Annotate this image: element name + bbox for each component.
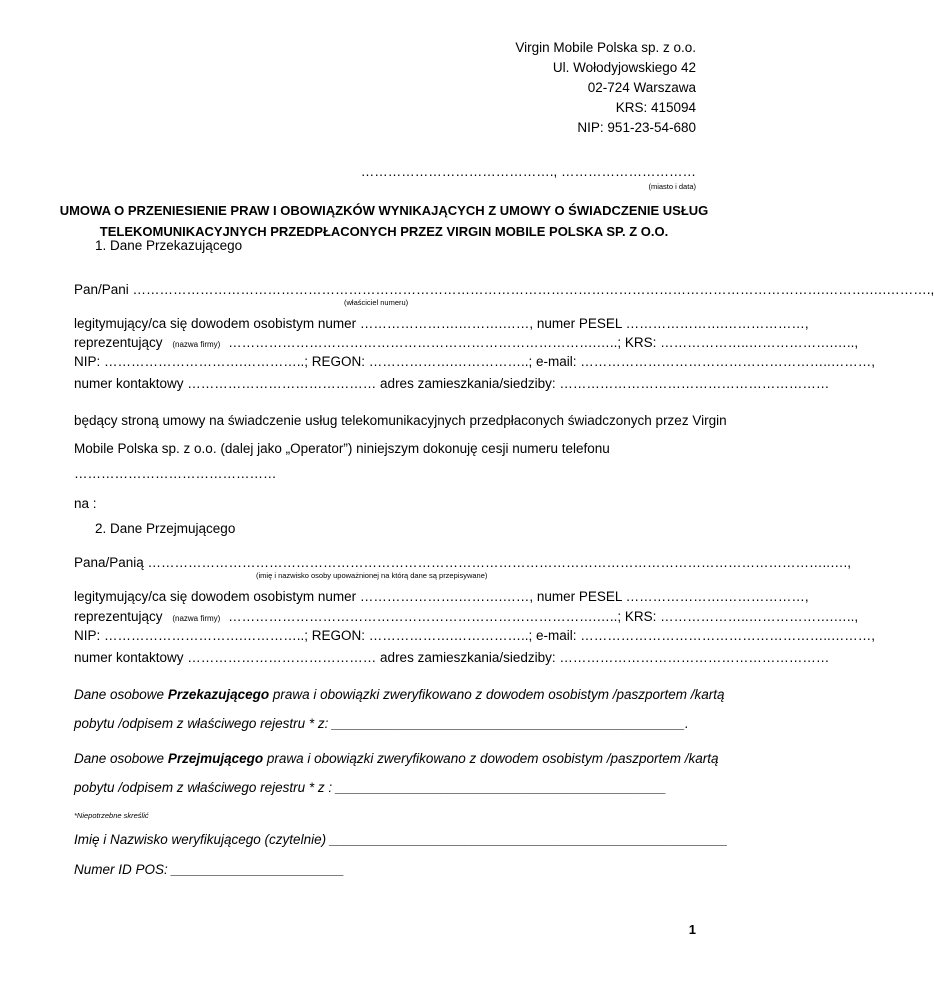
representing-dots: ……………………………………………………………………….…..; KRS: ………………..……………….…..,: [228, 609, 859, 624]
na-label: na :: [74, 496, 97, 511]
section2-pan-caption: (imię i nazwisko osoby upoważnionej na którą dane są przepisywane): [256, 571, 488, 580]
verification1-who: Przekazującego: [167, 687, 270, 702]
representing-caption: (nazwa firmy): [172, 614, 221, 623]
representing-label: reprezentujący: [74, 609, 163, 624]
section1-pan-field[interactable]: Pan/Pani ……………………………………………………………………………………………………………………………………….……….….……….,: [74, 282, 934, 297]
company-krs: KRS: 415094: [615, 100, 696, 115]
verification1-pre: Dane osobowe: [74, 687, 168, 702]
section1-contact-field[interactable]: numer kontaktowy …………………………………… adres zamieszkania/siedziby: ……………………………………………………: [74, 376, 830, 391]
section1-id-field[interactable]: legitymujący/ca się dowodem osobistym numer ………………….……….……, numer PESEL ………………….………………,: [74, 316, 809, 331]
document-title: [0, 200, 768, 242]
company-nip: NIP: 951-23-54-680: [577, 120, 696, 135]
section1-pan-caption: (właściciel numeru): [344, 298, 409, 307]
verification1-line-1: [74, 687, 725, 702]
title-line-1: UMOWA O PRZENIESIENIE PRAW I OBOWIĄZKÓW WYNIKAJĄCYCH Z UMOWY O ŚWIADCZENIE USŁUG: [59, 203, 709, 218]
section2-pan-field[interactable]: Pana/Panią ……………………………………………………………………………………………………………………………………..….,: [74, 555, 852, 570]
verification1-post: prawa i obowiązki zweryfikowano z dowodem osobistym /paszportem /kartą: [269, 687, 725, 702]
verifier-name-field[interactable]: Imię i Nazwisko weryfikującego (czytelnie) _____________________________________________________: [74, 832, 728, 847]
cession-line-1: będący stroną umowy na świadczenie usług telekomunikacyjnych przedpłaconych świadczonych przez Virgin: [74, 413, 727, 428]
verification2-pre: Dane osobowe: [74, 751, 168, 766]
verification1-document-field[interactable]: pobytu /odpisem z właściwego rejestru * z: _______________________________________________.: [74, 716, 689, 731]
company-address: [515, 38, 696, 138]
verification2-line-1: [74, 751, 719, 766]
section2-representing-field[interactable]: [74, 609, 858, 624]
page-number: 1: [688, 922, 696, 937]
place-date-caption: (miasto i data): [648, 182, 696, 191]
verification2-post: prawa i obowiązki zweryfikowano z dowodem osobistym /paszportem /kartą: [263, 751, 719, 766]
pos-id-field[interactable]: Numer ID POS: _______________________: [74, 862, 345, 877]
cession-number-field[interactable]: ………………………………………: [74, 466, 277, 481]
representing-dots: ……………………………………………………………………….…..; KRS: ………………..……………….…..,: [228, 335, 859, 350]
section2-id-field[interactable]: legitymujący/ca się dowodem osobistym numer ………………….……….……, numer PESEL ………………….………………,: [74, 589, 809, 604]
section1-representing-field[interactable]: [74, 335, 858, 350]
company-city: 02-724 Warszawa: [587, 80, 696, 95]
section2-contact-field[interactable]: numer kontaktowy …………………………………… adres zamieszkania/siedziby: ……………………………………………………: [74, 650, 830, 665]
representing-label: reprezentujący: [74, 335, 163, 350]
title-line-2: TELEKOMUNIKACYJNYCH PRZEDPŁACONYCH PRZEZ VIRGIN MOBILE POLSKA SP. Z O.O.: [99, 224, 669, 239]
company-street: Ul. Wołodyjowskiego 42: [552, 60, 696, 75]
section1-heading: 1. Dane Przekazującego: [95, 238, 243, 253]
company-name: Virgin Mobile Polska sp. z o.o.: [515, 40, 696, 55]
section1-nip-field[interactable]: NIP: ………………………….…………..; REGON: ……………….……………..; e-mail: ………………………………………………..………,: [74, 354, 876, 369]
representing-caption: (nazwa firmy): [172, 340, 221, 349]
place-date-field[interactable]: ……………………………………., …………………………: [360, 164, 696, 179]
verification2-document-field[interactable]: pobytu /odpisem z właściwego rejestru * z : ____________________________________________: [74, 780, 667, 795]
section2-heading: 2. Dane Przejmującego: [95, 521, 236, 536]
verification2-who: Przejmującego: [167, 751, 264, 766]
footnote: *Niepotrzebne skreślić: [74, 811, 149, 820]
section2-nip-field[interactable]: NIP: ………………………….…………..; REGON: ……………….……………..; e-mail: ………………………………………………..………,: [74, 628, 876, 643]
cession-line-2: Mobile Polska sp. z o.o. (dalej jako „Operator”) niniejszym dokonuję cesji numeru telefonu: [74, 441, 610, 456]
